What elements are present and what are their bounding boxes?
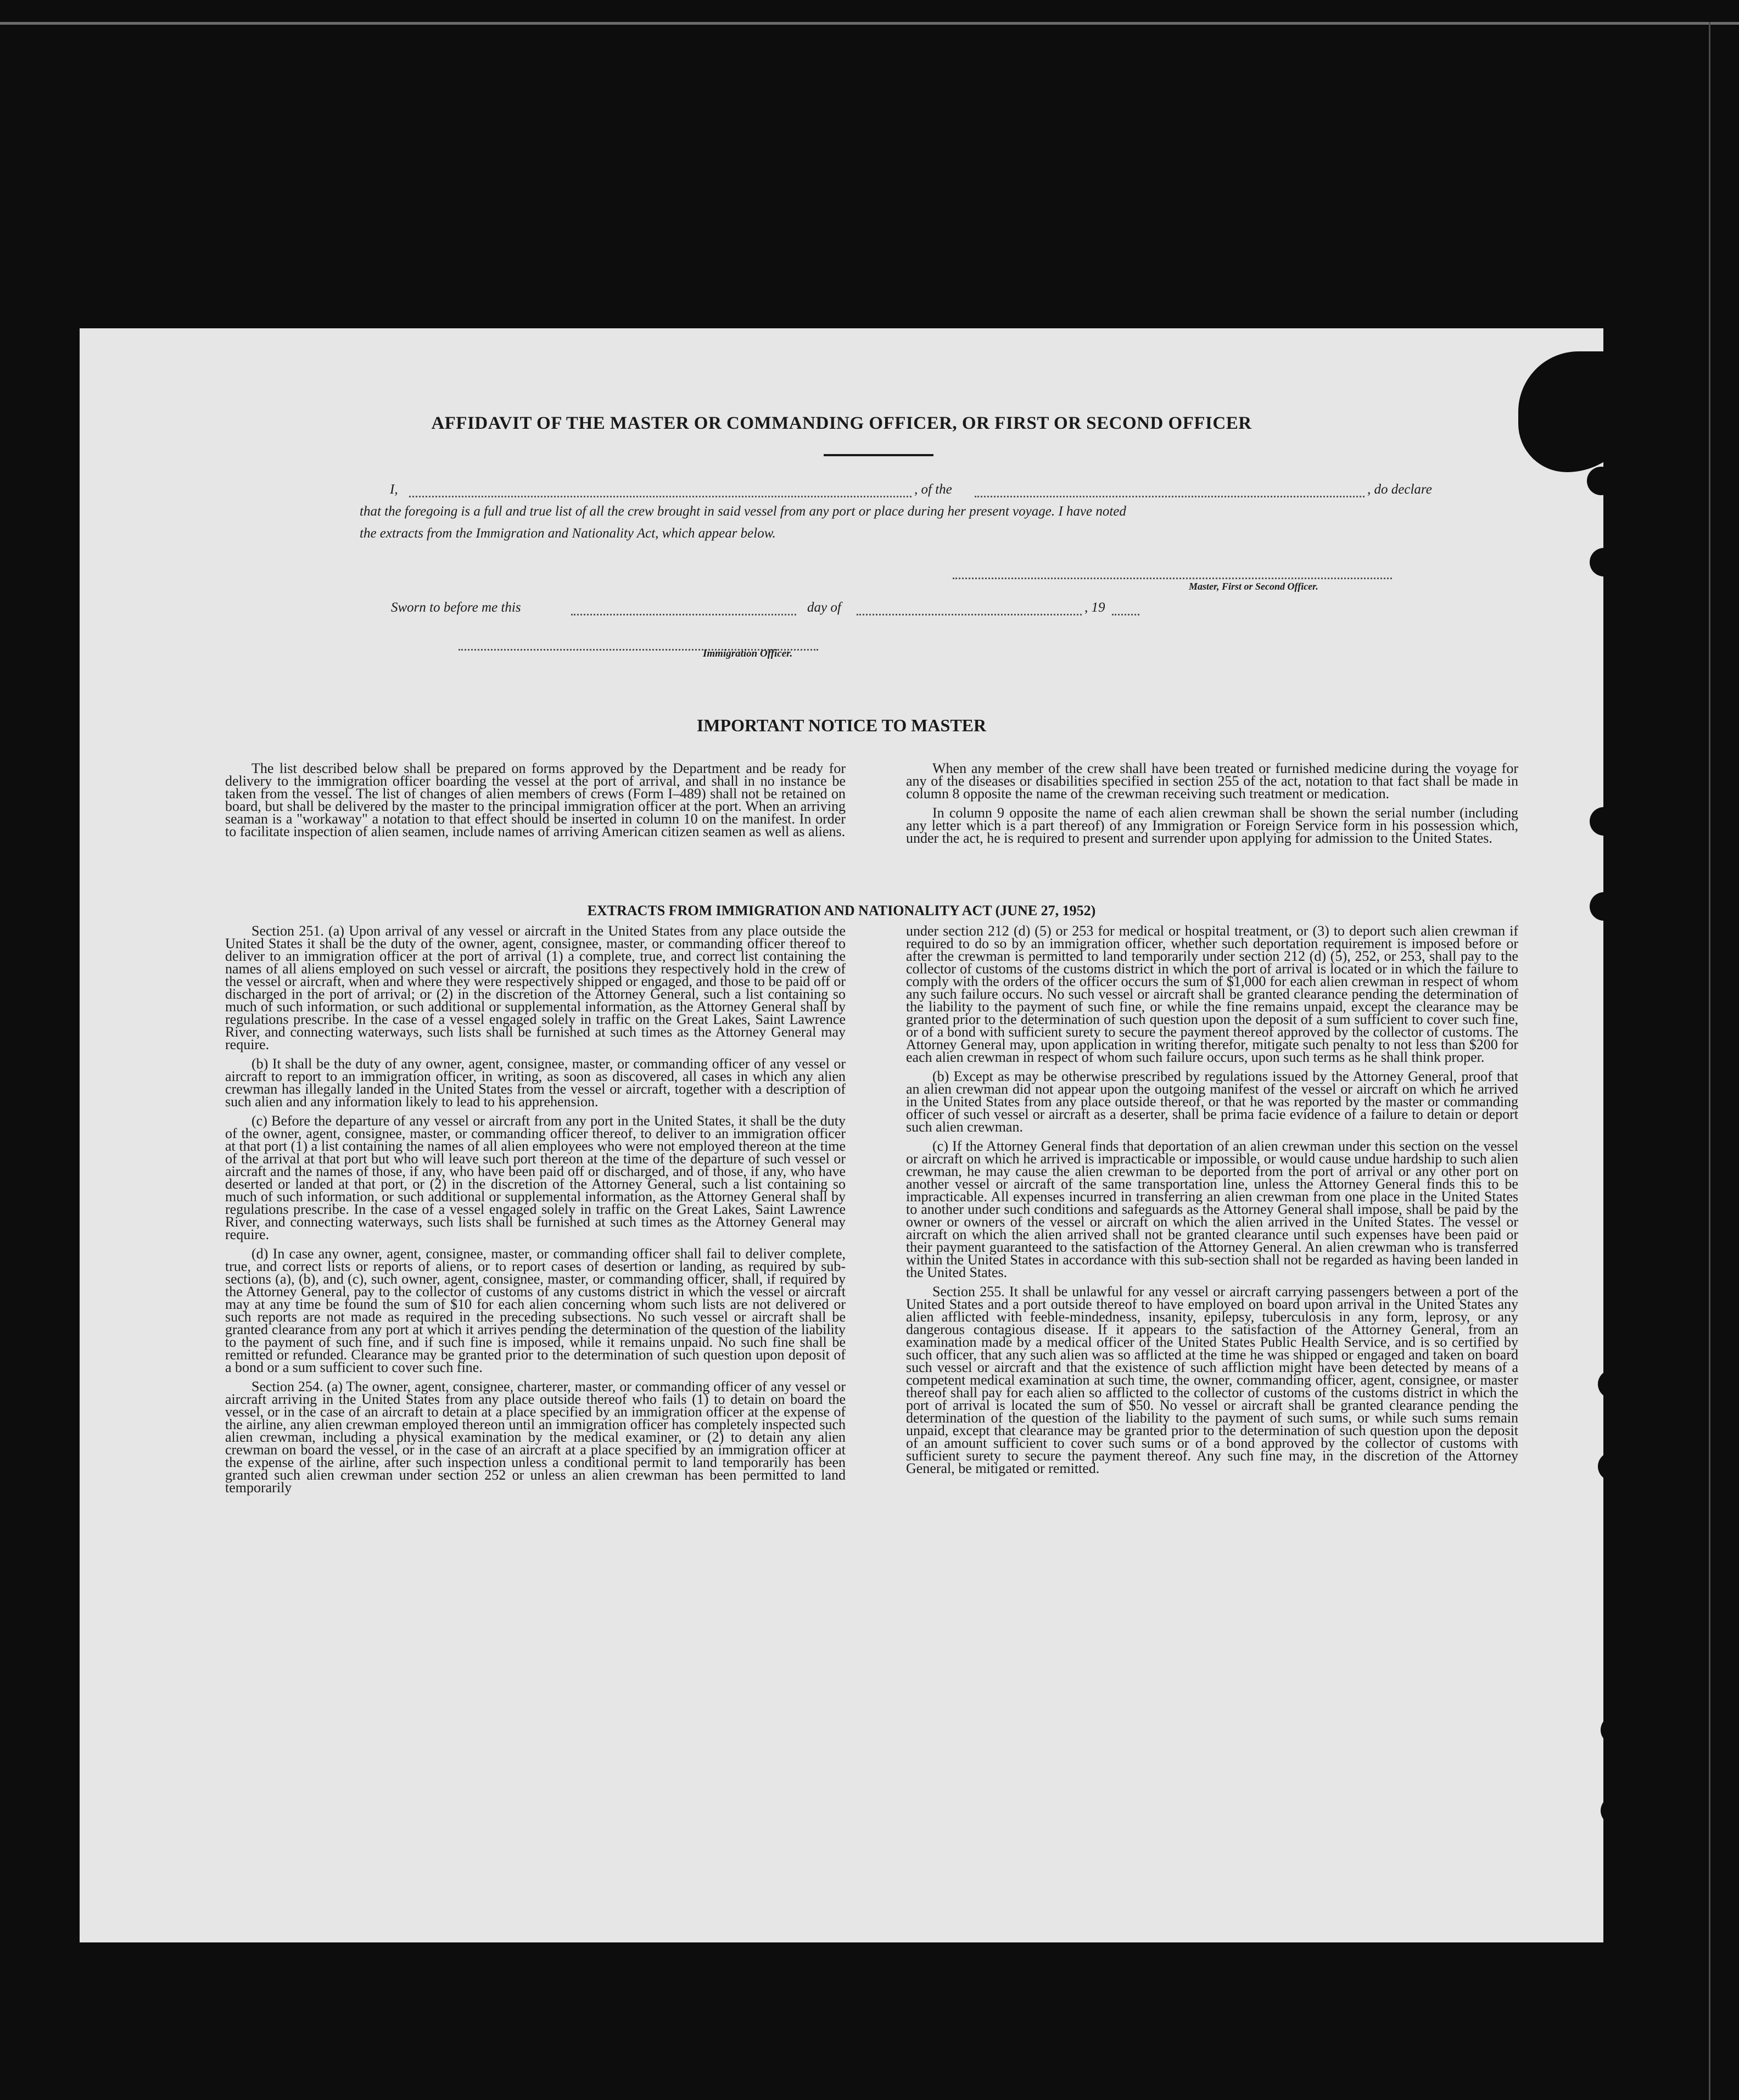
- title-rule: [824, 454, 933, 456]
- section-paragraph: (c) Before the departure of any vessel or aircraft from any port in the United States, it shall be the duty of the owner, agent, consignee, master, or commanding officer thereof, to deliver to an immigration officer at that port (1) a list containing the names of all alien employees who were not employed thereon at the time of the arrival at that port but who will leave such port thereon at the time of the departure of such vessel or aircraft and the names of those, if any, who have been paid off or discharged, and of those, if any, who have deserted or landed at that port, or (2) in the discretion of the Attorney General, such a list containing so much of such information, or such additional or supplemental information, as the Attorney General shall by regulations prescribe. In the case of a vessel engaged solely in traffic on the Great Lakes, Saint Lawrence River, and connecting waterways, such lists shall be furnished at such times as the Attorney General may require.: [225, 1113, 846, 1242]
- i-label: I,: [390, 482, 398, 497]
- sworn-date-field[interactable]: [571, 602, 796, 615]
- punch-hole: [1590, 892, 1618, 921]
- of-the-label: , of the: [914, 482, 952, 497]
- extracts-title: EXTRACTS FROM IMMIGRATION AND NATIONALITY ACT (JUNE 27, 1952): [587, 903, 1096, 919]
- punch-hole: [1590, 548, 1618, 576]
- section-paragraph: Section 251. (a) Upon arrival of any vessel or aircraft in the United States from any place outside the United States it shall be the duty of the owner, agent, consignee, master, or commanding officer thereof to deliver to an immigration officer at the port of arrival (1) a complete, true, and correct list containing the names of all aliens employed on such vessel or aircraft, the positions they respectively hold in the crew of the vessel or aircraft, when and where they were respectively shipped or engaged, and those to be paid off or discharged in the port of arrival; or (2) in the discretion of the Attorney General, such a list containing so much of such information, or such additional or supplemental information, as the Attorney General shall by regulations prescribe. In the case of a vessel engaged solely in traffic on the Great Lakes, Saint Lawrence River, and connecting waterways, such lists shall be furnished at such times as the Attorney General may require.: [225, 923, 846, 1052]
- section-paragraph: (b) Except as may be otherwise prescribed by regulations issued by the Attorney General, proof that an alien crewman did not appear upon the outgoing manifest of the vessel or aircraft on which he arrived in the United States from any place outside thereof, or that he was reported by the master or commanding officer of such vessel or aircraft as a deserter, shall be prima facie evidence of a failure to detain or deport such alien crewman.: [906, 1068, 1518, 1135]
- sworn-label: Sworn to before me this: [391, 600, 521, 615]
- affidavit-title: AFFIDAVIT OF THE MASTER OR COMMANDING OFFICER, OR FIRST OR SECOND OFFICER: [431, 413, 1252, 433]
- torn-corner: [1518, 351, 1639, 472]
- section-paragraph: (d) In case any owner, agent, consignee, master, or commanding officer shall fail to deliver complete, true, and correct lists or reports of aliens, or to report cases of desertion or landing, as required by sub-sections (a), (b), and (c), such owner, agent, consignee, master, or commanding officer, shall, if required by the Attorney General, pay to the collector of customs of any customs district in which the vessel or aircraft may at any time be found the sum of $10 for each alien concerning whom such lists are not delivered or such reports are not made as required in the preceding subsections. No such vessel or aircraft shall be granted clearance from any port at which it arrives pending the determination of the question of the liability to the payment of such fine, and if such fine is imposed, while it remains unpaid. No such fine shall be remitted or refunded. Clearance may be granted prior to the determination of such question upon deposit of a bond or a sum sufficient to cover such fine.: [225, 1246, 846, 1375]
- notice-paragraph: In column 9 opposite the name of each alien crewman shall be shown the serial number (including any letter which is a part thereof) of any Immigration or Foreign Service form in his possession which, under the act, he is required to present and surrender upon applying for admission to the United States.: [906, 805, 1518, 846]
- punch-hole: [1601, 1716, 1629, 1744]
- year-field[interactable]: [1112, 602, 1139, 615]
- punch-hole: [1590, 807, 1618, 836]
- section-paragraph: under section 212 (d) (5) or 253 for medical or hospital treatment, or (3) to deport such alien crewman if required to do so by an immigration officer, whether such deportation requirement is imposed before or after the crewman is permitted to land temporarily under section 212 (d) (5), 252, or 253, shall pay to the collector of customs of the customs district in which the port of arrival is located or in which the failure to comply with the orders of the officer occurs the sum of $1,000 for each alien crewman in respect of whom any such failure occurs. No such vessel or aircraft shall be granted clearance pending the determination of the liability to the payment of such fine, or while the fine remains unpaid, except the clearance may be granted prior to the determination of such question upon the deposit of a sum sufficient to cover such fine, or of a bond with sufficient surety to secure the payment thereof approved by the collector of customs. The Attorney General may, upon application in writing therefor, mitigate such penalty to not less than $200 for each alien crewman in respect of whom such failure occurs, upon such terms as he shall think proper.: [906, 923, 1518, 1065]
- extracts-left-column: [225, 925, 846, 1500]
- notice-left-column: [225, 762, 846, 844]
- notice-title: IMPORTANT NOTICE TO MASTER: [696, 715, 987, 735]
- form-page: [80, 328, 1603, 1942]
- punch-hole: [1598, 1452, 1626, 1481]
- name-field[interactable]: [409, 484, 912, 497]
- punch-hole: [1598, 1370, 1626, 1398]
- year-label: , 19: [1084, 600, 1105, 615]
- notice-right-column: [906, 762, 1518, 851]
- vessel-field[interactable]: [975, 484, 1365, 497]
- punch-hole: [1601, 1796, 1629, 1825]
- officer-signature-label: Immigration Officer.: [703, 648, 793, 659]
- statement-line-2: the extracts from the Immigration and Nationality Act, which appear below.: [360, 526, 776, 541]
- section-paragraph: (c) If the Attorney General finds that deportation of an alien crewman under this section on the vessel or aircraft on which he arrived is impracticable or impossible, or would cause undue hardship to such alien crewman, he may cause the alien crewman to be deported from the port of arrival or any other port on another vessel or aircraft of the same transportation line, unless the Attorney General finds this to be impracticable. All expenses incurred in transferring an alien crewman from one place in the United States to another under such conditions and safeguards as the Attorney General shall impose, shall be paid by the owner or owners of the vessel or aircraft on which the alien arrived in the United States. The vessel or aircraft on which the alien arrived shall not be granted clearance until such expenses have been paid or their payment guaranteed to the satisfaction of the Attorney General. An alien crewman who is transferred within the United States in accordance with this sub-section shall not be regarded as having been landed in the United States.: [906, 1138, 1518, 1280]
- master-signature-label: Master, First or Second Officer.: [1189, 581, 1318, 592]
- scan-right-edge: [1709, 22, 1710, 2100]
- month-field[interactable]: [857, 602, 1082, 615]
- extracts-right-column: [906, 925, 1518, 1481]
- master-signature-line[interactable]: [953, 565, 1392, 579]
- section-paragraph: Section 254. (a) The owner, agent, consignee, charterer, master, or commanding officer of any vessel or aircraft arriving in the United States from any place outside thereof who fails (1) to detain on board the vessel, or in the case of an aircraft to detain at a place specified by an immigration officer at the expense of the airline, any alien crewman employed thereon until an immigration officer has completely inspected such alien crewman, including a physical examination by the medical examiner, or (2) to detain any alien crewman on board the vessel, or in the case of an aircraft at a place specified by an immigration officer at the expense of the airline, after such inspection unless a conditional permit to land temporarily has been granted such alien crewman under section 252 or unless an alien crewman has been permitted to land temporarily: [225, 1379, 846, 1496]
- punch-hole: [1587, 467, 1615, 495]
- section-paragraph: (b) It shall be the duty of any owner, agent, consignee, master, or commanding officer of any vessel or aircraft to report to an immigration officer, in writing, as soon as discovered, all cases in which any alien crewman has illegally landed in the United States from the vessel or aircraft, together with a description of such alien and any information likely to lead to his apprehension.: [225, 1056, 846, 1110]
- statement-line-1: that the foregoing is a full and true list of all the crew brought in said vessel from any port or place during her present voyage. I have noted: [360, 504, 1126, 519]
- notice-paragraph: When any member of the crew shall have been treated or furnished medicine during the voyage for any of the diseases or disabilities specified in section 255 of the act, notation to that fact shall be made in column 8 opposite the name of the crewman receiving such treatment or medication.: [906, 760, 1518, 802]
- scan-top-edge: [0, 22, 1739, 25]
- notice-paragraph: The list described below shall be prepared on forms approved by the Department and be ready for delivery to the immigration officer boarding the vessel at the port of arrival, and shall in no instance be taken from the vessel. The list of changes of alien members of crews (Form I–489) shall not be retained on board, but shall be delivered by the master to the principal immigration officer at the port. When an arriving seaman is a "workaway" a notation to that effect should be inserted in column 10 on the manifest. In order to facilitate inspection of alien seamen, include names of arriving American citizen seamen as well as aliens.: [225, 760, 846, 839]
- day-of-label: day of: [807, 600, 841, 615]
- do-declare-label: , do declare: [1367, 482, 1432, 497]
- section-paragraph: Section 255. It shall be unlawful for any vessel or aircraft carrying passengers between a port of the United States and a port outside thereof to have employed on board upon arrival in the United States any alien afflicted with feeble-mindedness, insanity, epilepsy, tuberculosis in any form, leprosy, or any dangerous contagious disease. If it appears to the satisfaction of the Attorney General, from an examination made by a medical officer of the United States Public Health Service, and is so certified by such officer, that any such alien was so afflicted at the time he was shipped or engaged and taken on board such vessel or aircraft and that the existence of such affliction might have been detected by means of a competent medical examination at such time, the owner, commanding officer, agent, consignee, or master thereof shall pay for each alien so afflicted to the collector of customs of the customs district in which the port of arrival is located the sum of $50. No vessel or aircraft shall be granted clearance pending the determination of the question of the liability to the payment of such sums, or while such sums remain unpaid, except that clearance may be granted prior to the determination of such question upon the deposit of an amount sufficient to cover such sums or of a bond approved by the collector of customs with sufficient surety to secure the payment thereof. Any such fine may, in the discretion of the Attorney General, be mitigated or remitted.: [906, 1284, 1518, 1476]
